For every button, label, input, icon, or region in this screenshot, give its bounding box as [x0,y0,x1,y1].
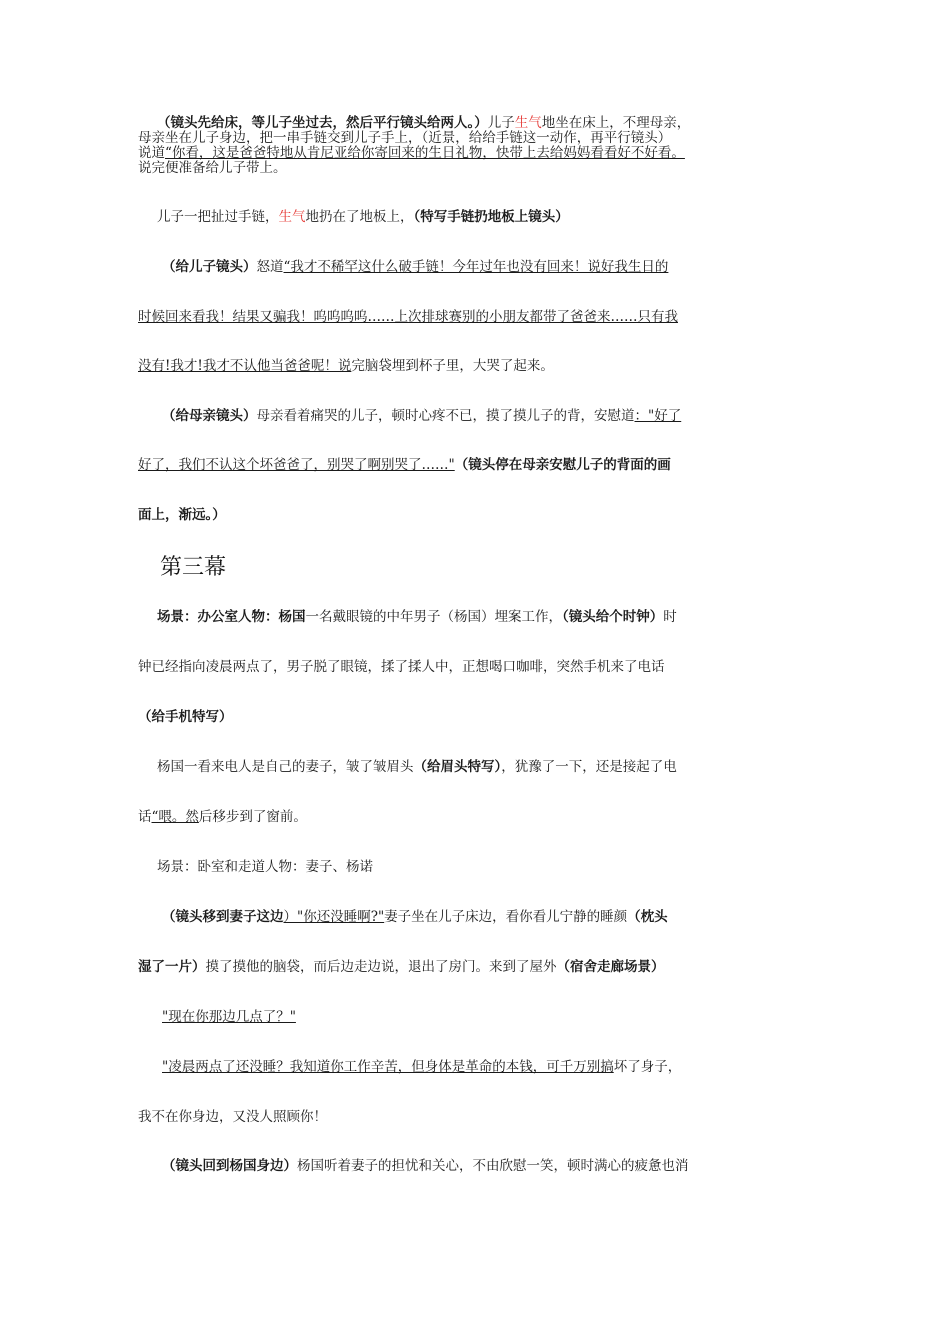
camera-direction: （枕头 [627,909,668,925]
p7-scene-line: 场景：卧室和走道人物：妻子、杨诺 [157,859,373,875]
p1-line3: 说道“你看，这是爸爸特地从肯尼亚给你寄回来的生日礼物，快带上去给妈妈看看好不好看。 [138,145,685,161]
p1-line2: 母亲坐在儿子身边，把一串手链交到儿子手上，（近景，给给手链这一动作，再平行镜头） [138,130,672,146]
camera-direction: （给儿子镜头） [162,259,257,275]
camera-direction: （宿舍走廊场景） [556,959,665,975]
highlight-red: 生气 [514,115,542,131]
p10-line2: 我不在你身边，又没人照顾你！ [138,1109,327,1125]
p10-line1: "凌晨两点了还没睡？我知道你工作辛苦，但身体是革命的本钱，可千万别搞坏了身子， [162,1059,682,1075]
camera-direction: （镜头先给床，等儿子坐过去，然后平行镜头给两人。） [157,115,488,131]
p4-line1: （给母亲镜头）母亲看着痛哭的儿子，顿时心疼不已，摸了摸儿子的背，安慰道："好了 [162,408,682,424]
p1-line4: 说完便准备给儿子带上。 [138,160,287,176]
p8-line1: （镜头移到妻子这边）"你还没睡啊?"妻子坐在儿子床边，看你看儿宁静的睡颜（枕头 [162,909,668,925]
dialogue: “我才不稀罕这什么破手链！今年过年也没有回来！说好我生日的 [283,259,669,275]
highlight-red: 生气 [278,209,306,225]
p9-dialogue [162,1008,296,1026]
camera-direction: （镜头移到妻子这边 [162,909,284,925]
camera-direction: （给母亲镜头） [162,408,257,424]
dialogue: "现在你那边几点了？" [162,1009,296,1025]
camera-direction: （镜头给个时钟） [562,609,664,625]
camera-direction: （镜头回到杨国身边） [162,1158,297,1174]
p11-line1: （镜头回到杨国身边）杨国听着妻子的担忧和关心，不由欣慰一笑，顿时满心的疲惫也消 [162,1158,689,1174]
p5-line2: 钟已经指向凌晨两点了，男子脱了眼镜，揉了揉人中，正想喝口咖啡，突然手机来了电话 [138,659,665,675]
scene-label: 场景：办公室人物：杨国 [157,609,306,625]
dialogue: 好了，我们不认这个坏爸爸了，别哭了啊别哭了……" [138,457,455,473]
p5-line3: （给手机特写） [138,709,233,725]
p3-line1: （给儿子镜头）怒道“我才不稀罕这什么破手链！今年过年也没有回来！说好我生日的 [162,259,669,275]
p8-line2: 湿了一片）摸了摸他的脑袋，而后边走边说，退出了房门。来到了屋外（宿舍走廊场景） [138,959,665,975]
camera-direction: （给眉头特写） [413,759,502,775]
p2-line1: 儿子一把扯过手链，生气地扔在了地板上，（特写手链扔地板上镜头） [157,209,569,225]
act-heading: 第三幕 [160,555,227,580]
camera-direction: 面上，渐远。） [138,507,226,523]
p4-line2 [138,456,671,474]
p1-line1: （镜头先给床，等儿子坐过去，然后平行镜头给两人。）儿子生气地坐在床上，不理母亲， [157,115,691,131]
dialogue: “你看，这是爸爸特地从肯尼亚给你寄回来的生日礼物，快带上去给妈妈看看好不好看。 [165,145,685,161]
p6-line1: 杨国一看来电人是自己的妻子，皱了皱眉头（给眉头特写），犹豫了一下，还是接起了电 [157,759,677,775]
dialogue: ）"你还没睡啊?" [283,909,385,925]
dialogue: 没有!我才!我才不认他当爸爸呢！说 [138,358,352,374]
dialogue: “喂。然 [151,809,199,825]
p5-line1: 场景：办公室人物：杨国一名戴眼镜的中年男子（杨国）埋案工作，（镜头给个时钟）时 [157,609,677,625]
p4-line3 [138,506,226,524]
camera-direction: （镜头停在母亲安慰儿子的背面的画 [454,457,671,473]
camera-direction: （特写手链扔地板上镜头） [413,209,569,225]
camera-direction: 湿了一片） [138,959,206,975]
p6-line2: 话“喂。然后移步到了窗前。 [138,809,307,825]
dialogue: "凌晨两点了还没睡？我知道你工作辛苦，但身体是革命的本钱，可千万别搞 [162,1059,614,1075]
p3-line3: 没有!我才!我才不认他当爸爸呢！说完脑袋埋到杯子里，大哭了起来。 [138,358,554,374]
dialogue: ："好了 [634,408,682,424]
p3-line2 [138,308,678,326]
dialogue: 时候回来看我！结果又骗我！呜呜呜呜……上次排球赛别的小朋友都带了爸爸来……只有我 [138,309,678,325]
